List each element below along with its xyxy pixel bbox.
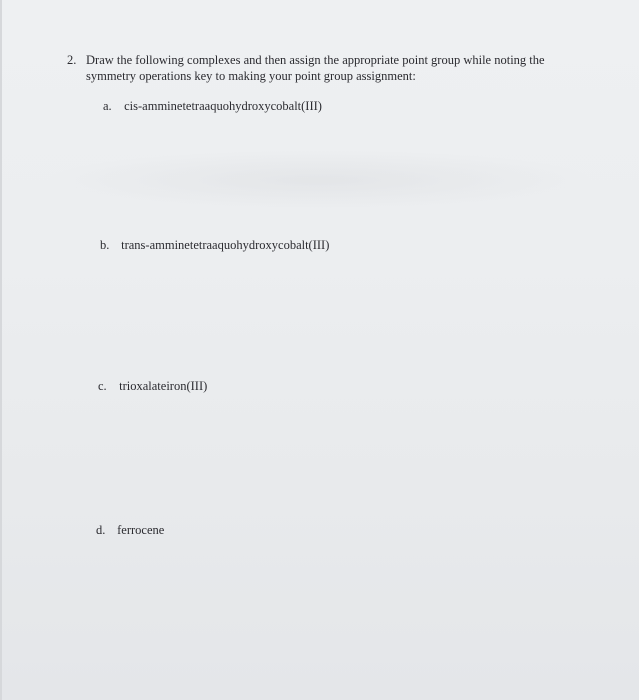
part-c-text: trioxalateiron(III)	[119, 379, 208, 393]
part-c-letter: c.	[98, 379, 107, 393]
part-a-text: cis-amminetetraaquohydroxycobalt(III)	[124, 99, 322, 113]
part-a	[103, 98, 322, 114]
part-b	[100, 237, 329, 253]
part-b-letter: b.	[100, 238, 110, 252]
question-number: 2.	[67, 53, 77, 67]
question-prompt	[86, 52, 566, 84]
part-d	[96, 522, 164, 538]
question-prompt-line-2: symmetry operations key to making your point group assignment:	[86, 69, 416, 83]
part-c	[98, 378, 207, 394]
part-d-text: ferrocene	[117, 523, 165, 537]
paper-shading	[40, 150, 600, 210]
question-prompt-line-1: Draw the following complexes and then assign the appropriate point group while noting the	[86, 53, 545, 67]
part-d-letter: d.	[96, 523, 106, 537]
part-a-letter: a.	[103, 99, 112, 113]
part-b-text: trans-amminetetraaquohydroxycobalt(III)	[121, 238, 330, 252]
page-edge	[0, 0, 2, 700]
